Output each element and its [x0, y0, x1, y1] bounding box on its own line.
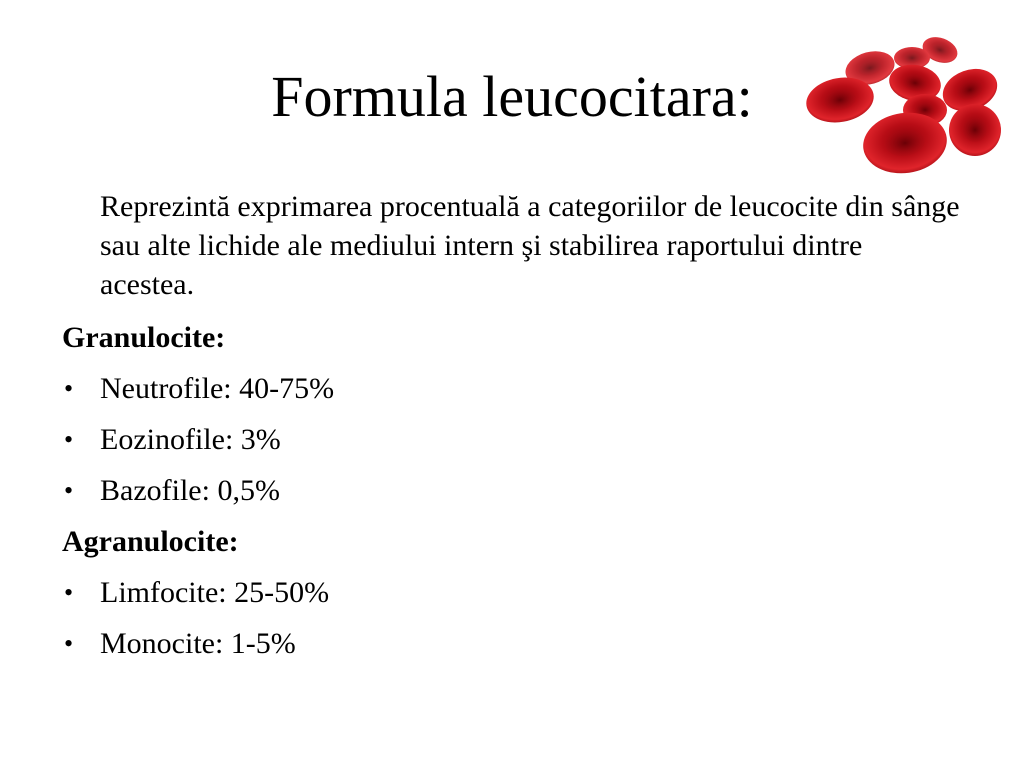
list-item	[62, 624, 962, 675]
bullet-icon: •	[64, 374, 74, 403]
leukocyte-list	[62, 318, 962, 675]
item-monocite: Monocite: 1-5%	[100, 627, 296, 660]
item-neutrofile: Neutrofile: 40-75%	[100, 372, 335, 405]
group-heading-granulocite: Granulocite:	[62, 321, 226, 354]
group-heading-agranulocite: Agranulocite:	[62, 525, 239, 558]
list-item	[62, 369, 962, 420]
list-item	[62, 471, 962, 522]
intro-paragraph: Reprezintă exprimarea procentuală a categoriilor de leucocite din sânge sau alte lichide ale mediului intern şi stabilirea raportului dintre acestea.	[100, 190, 960, 301]
bullet-icon: •	[64, 425, 74, 454]
slide-title: Formula leucocitara:	[271, 64, 753, 129]
item-limfocite: Limfocite: 25-50%	[100, 576, 330, 609]
list-item	[62, 573, 962, 624]
list-item	[62, 420, 962, 471]
item-eozinofile: Eozinofile: 3%	[100, 423, 281, 456]
bullet-icon: •	[64, 476, 74, 505]
bullet-icon: •	[64, 578, 74, 607]
red-blood-cells-icon	[800, 28, 1010, 183]
item-bazofile: Bazofile: 0,5%	[100, 474, 280, 507]
bullet-icon: •	[64, 629, 74, 658]
